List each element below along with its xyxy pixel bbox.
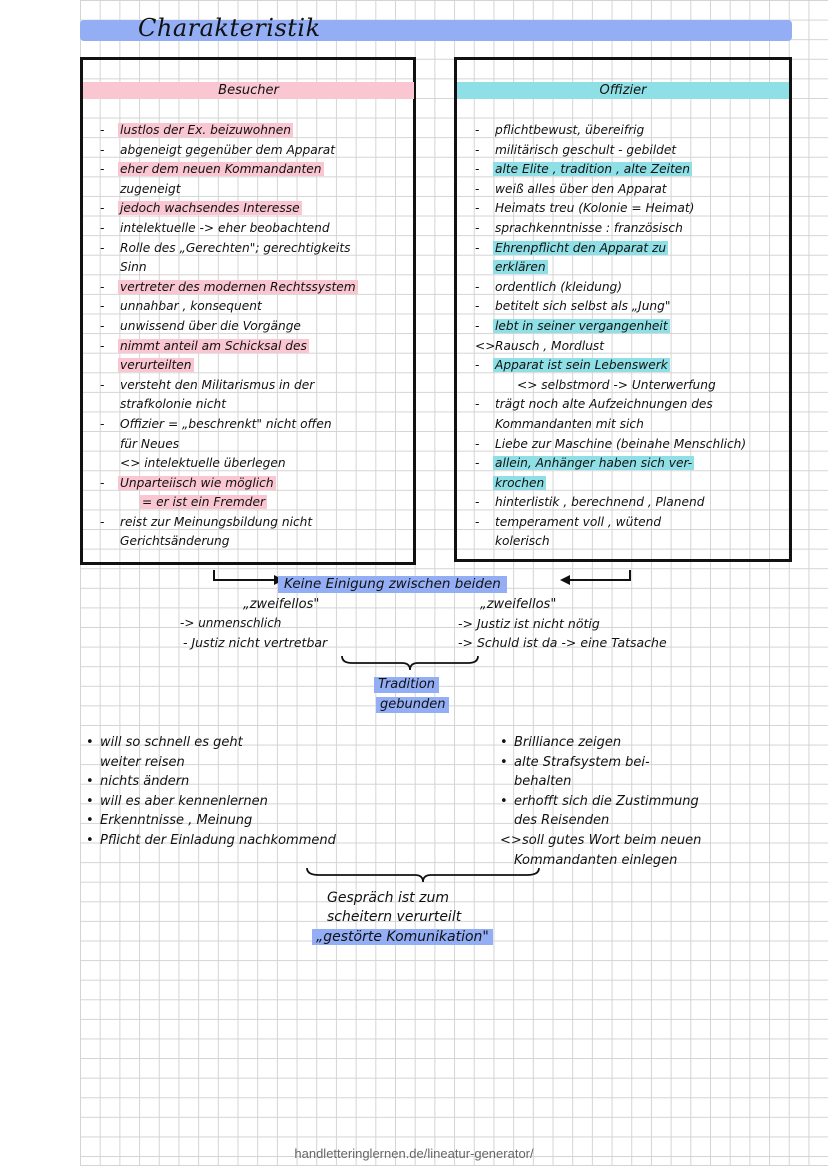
list-item [86, 811, 336, 831]
bullet-marker: - [100, 162, 105, 177]
item-text: lebt in seiner vergangenheit [495, 318, 668, 333]
item-text: versteht den Militarismus in der [120, 377, 315, 392]
list-item [475, 435, 787, 455]
item-text: Pflicht der Einladung nachkommend [100, 832, 336, 848]
item-text: Sinn [120, 260, 147, 275]
item-text: ordentlich (kleidung) [495, 279, 623, 294]
bullet-marker: - [100, 220, 105, 235]
bullet-marker: - [100, 377, 105, 392]
item-text: Unparteiisch wie möglich [120, 475, 274, 490]
list-item [475, 258, 787, 278]
list-item [100, 141, 412, 161]
list-item [86, 733, 336, 753]
list-item [475, 474, 787, 494]
list-item [100, 239, 412, 259]
item-text: temperament voll , wütend [495, 514, 662, 529]
summary-line-2: scheitern verurteilt [327, 909, 462, 925]
list-item [475, 513, 787, 533]
list-item [475, 395, 787, 415]
bullet-marker: - [100, 475, 105, 490]
bullet-marker: - [475, 495, 480, 510]
list-item [100, 121, 412, 141]
item-text: pflichtbewust, übereifrig [495, 123, 645, 137]
item-text: eher dem neuen Kommandanten [120, 162, 322, 177]
bullet-marker: - [100, 514, 105, 529]
item-text: zugeneigt [120, 181, 181, 196]
item-text: betitelt sich selbst als „Jung" [495, 299, 671, 314]
bullet-marker: - [100, 123, 105, 137]
item-text: militärisch geschult - gebildet [495, 142, 677, 157]
besucher-list [100, 121, 412, 552]
bullet-marker: - [475, 299, 480, 314]
list-item [100, 180, 412, 200]
list-item [100, 513, 412, 533]
bullet-marker: - [475, 142, 480, 157]
list-item [475, 219, 787, 239]
item-text: <> intelektuelle überlegen [120, 456, 286, 471]
item-text: vertreter des modernen Rechtssystem [120, 279, 356, 294]
list-item [100, 474, 412, 494]
item-text: nimmt anteil am Schicksal des [120, 338, 307, 353]
bullet-marker: - [475, 318, 480, 333]
item-text: behalten [514, 774, 572, 790]
bullet-marker: • [500, 735, 508, 750]
bullet-marker: • [86, 793, 94, 809]
list-item [475, 454, 787, 474]
list-item [100, 356, 412, 376]
item-text: Erkenntnisse , Meinung [100, 813, 253, 829]
list-item [475, 141, 787, 161]
tradition-label-2: gebunden [376, 697, 449, 713]
list-item [100, 199, 412, 219]
item-text: lustlos der Ex. beizuwohnen [120, 123, 291, 137]
bullet-marker: - [475, 201, 480, 216]
conclusion-text: Keine Einigung zwischen beiden [278, 576, 507, 593]
right-line-1: -> Justiz ist nicht nötig [458, 616, 600, 631]
bullet-marker: • [86, 735, 94, 750]
left-line-2: - Justiz nicht vertretbar [183, 635, 328, 650]
list-item [475, 317, 787, 337]
page-title: Charakteristik [138, 14, 321, 42]
bullet-marker: - [475, 220, 480, 235]
list-item [100, 435, 412, 455]
bullet-marker: - [475, 358, 480, 373]
bullet-marker: - [475, 240, 480, 255]
list-item [500, 811, 701, 831]
list-item [100, 317, 412, 337]
bullet-marker: - [100, 142, 105, 157]
besucher-header: Besucher [83, 82, 414, 99]
item-text: weiter reisen [100, 754, 185, 770]
list-item [100, 278, 412, 298]
bullet-marker: - [475, 123, 480, 137]
list-item [475, 493, 787, 513]
item-text: unwissend über die Vorgänge [120, 318, 301, 333]
bullet-marker: - [475, 162, 480, 177]
item-text: will so schnell es geht [100, 735, 243, 750]
item-text: alte Strafsystem bei- [514, 754, 650, 770]
bullet-marker: • [500, 754, 508, 770]
list-item [475, 376, 787, 396]
list-item [475, 356, 787, 376]
left-line-1: -> unmenschlich [180, 616, 282, 630]
bullet-marker: - [100, 338, 105, 353]
item-text: Gerichtsänderung [120, 534, 230, 549]
bullet-marker: <> [500, 832, 522, 848]
list-item [475, 239, 787, 259]
item-text: des Reisenden [514, 813, 610, 829]
item-text: nichts ändern [100, 774, 190, 790]
item-text: = er ist ein Fremder [142, 495, 265, 510]
item-text: sprachkenntnisse : französisch [495, 220, 683, 235]
item-text: will es aber kennenlernen [100, 793, 268, 809]
item-text: verurteilten [120, 358, 192, 373]
item-text: Brilliance zeigen [514, 735, 622, 750]
bullet-marker: • [86, 813, 94, 829]
list-item [86, 792, 336, 812]
left-quote: „zweifellos" [243, 597, 320, 612]
item-text: Heimats treu (Kolonie = Heimat) [495, 201, 695, 216]
item-text: hinterlistik , berechnend , Planend [495, 495, 705, 510]
item-text: soll gutes Wort beim neuen [522, 832, 702, 848]
brace-icon [340, 654, 480, 672]
item-text: Ehrenpflicht den Apparat zu [495, 240, 667, 255]
bullet-marker: - [475, 279, 480, 294]
list-item [475, 199, 787, 219]
offizier-motives-list [500, 733, 701, 870]
list-item [100, 160, 412, 180]
list-item [500, 831, 701, 851]
bullet-marker: - [100, 279, 105, 294]
item-text: krochen [495, 475, 545, 490]
bullet-marker: • [86, 832, 94, 848]
list-item [500, 792, 701, 812]
summary-line-3 [312, 929, 493, 945]
list-item [500, 733, 701, 753]
offizier-list [475, 121, 787, 552]
summary-highlight: „gestörte Komunikation" [312, 929, 493, 945]
bullet-marker: - [100, 240, 105, 255]
summary-brace-icon [305, 866, 541, 884]
bullet-marker: • [86, 774, 94, 790]
item-text: alte Elite , tradition , alte Zeiten [495, 162, 690, 177]
list-item [475, 278, 787, 298]
item-text: kolerisch [495, 534, 550, 549]
list-item [86, 831, 336, 851]
item-text: Liebe zur Maschine (beinahe Menschlich) [495, 436, 747, 451]
list-item [475, 297, 787, 317]
list-item [475, 532, 787, 552]
list-item [500, 772, 701, 792]
item-text: strafkolonie nicht [120, 397, 227, 412]
bullet-marker: - [475, 514, 480, 529]
item-text: Kommandanten mit sich [495, 416, 644, 431]
item-text: Apparat ist sein Lebenswerk [495, 358, 668, 373]
list-item [475, 337, 787, 357]
list-item [100, 415, 412, 435]
bullet-marker: - [100, 299, 105, 314]
item-text: Rolle des „Gerechten"; gerechtigkeits [120, 240, 351, 255]
bullet-marker: - [475, 397, 480, 412]
item-text: weiß alles über den Apparat [495, 181, 667, 196]
list-item [100, 337, 412, 357]
list-item [86, 772, 336, 792]
right-line-2: -> Schuld ist da -> eine Tatsache [458, 635, 667, 650]
item-text: intelektuelle -> eher beobachtend [120, 220, 330, 235]
item-text: unnahbar , konsequent [120, 299, 262, 314]
list-item [100, 219, 412, 239]
list-item [100, 395, 412, 415]
item-text: allein, Anhänger haben sich ver- [495, 456, 693, 471]
tradition-label-1: Tradition [374, 677, 439, 693]
list-item [100, 532, 412, 552]
list-item [475, 415, 787, 435]
item-text: abgeneigt gegenüber dem Apparat [120, 142, 335, 157]
item-text: <> selbstmord -> Unterwerfung [517, 377, 716, 392]
list-item [100, 297, 412, 317]
list-item [86, 753, 336, 773]
item-text: für Neues [120, 436, 180, 451]
item-text: trägt noch alte Aufzeichnungen des [495, 397, 713, 412]
list-item [100, 376, 412, 396]
list-item [100, 258, 412, 278]
bullet-marker: • [500, 793, 508, 809]
offizier-header: Offizier [457, 82, 789, 99]
bullet-marker: - [100, 201, 105, 216]
footer-credit: handletteringlernen.de/lineatur-generator/ [294, 1146, 534, 1161]
item-text: Rausch , Mordlust [495, 338, 605, 353]
item-text: reist zur Meinungsbildung nicht [120, 514, 313, 529]
bullet-marker: <> [475, 338, 496, 353]
item-text: erklären [495, 260, 546, 275]
list-item [475, 180, 787, 200]
bullet-marker: - [100, 318, 105, 333]
list-item [475, 121, 787, 141]
besucher-motives-list [86, 733, 336, 851]
right-quote: „zweifellos" [480, 597, 557, 612]
item-text: jedoch wachsendes Interesse [120, 201, 300, 216]
summary-line-1: Gespräch ist zum [327, 890, 449, 906]
bullet-marker: - [100, 416, 105, 431]
list-item [100, 493, 412, 513]
bullet-marker: - [475, 181, 480, 196]
bullet-marker: - [475, 456, 480, 471]
item-text: Kommandanten einlegen [514, 852, 678, 868]
list-item [475, 160, 787, 180]
bullet-marker: - [475, 436, 480, 451]
list-item [500, 753, 701, 773]
item-text: Offizier = „beschrenkt" nicht offen [120, 416, 332, 431]
list-item [100, 454, 412, 474]
item-text: erhofft sich die Zustimmung [514, 793, 699, 809]
